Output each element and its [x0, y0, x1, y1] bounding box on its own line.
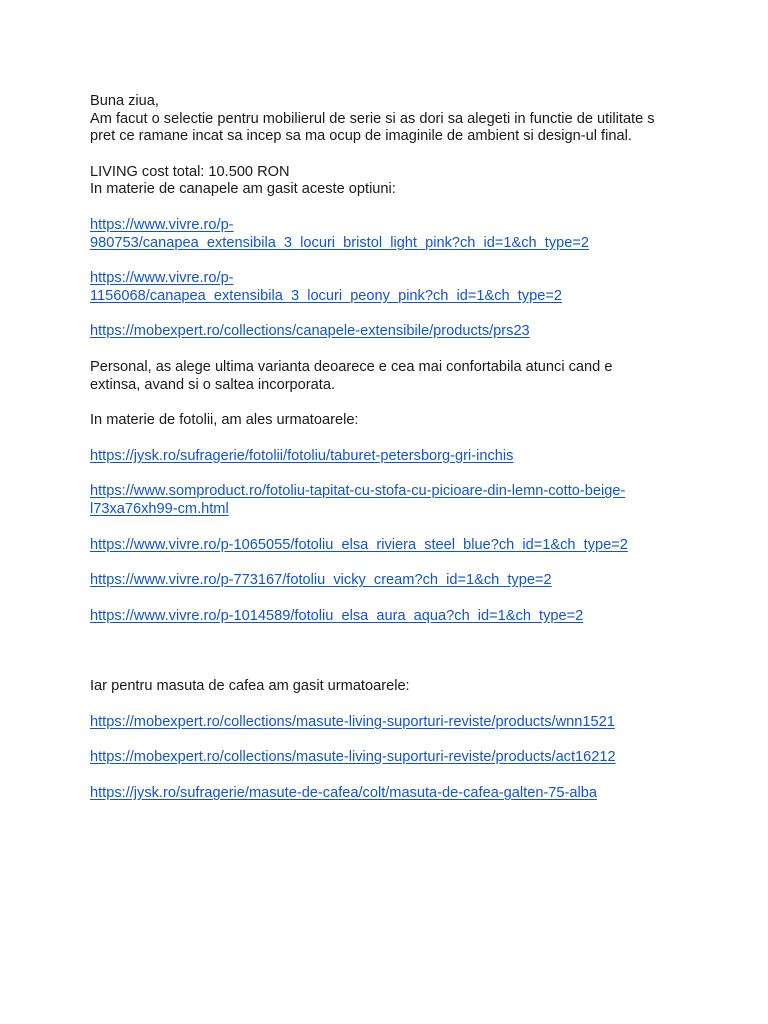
- armchair-link-5[interactable]: https://www.vivre.ro/p-1014589/fotoliu_elsa_aura_aqua?ch_id=1&ch_type=2: [90, 607, 584, 624]
- sofa-link-2-line-2[interactable]: 1156068/canapea_extensibila_3_locuri_peony_pink?ch_id=1&ch_type=2: [90, 287, 562, 304]
- sofa-link-2-line-1[interactable]: https://www.vivre.ro/p-: [90, 270, 234, 287]
- table-link-1[interactable]: https://mobexpert.ro/collections/masute-living-suporturi-reviste/products/wnn1521: [90, 713, 615, 730]
- sofa-link-3[interactable]: https://mobexpert.ro/collections/canapele-extensibile/products/prs23: [90, 323, 530, 340]
- sofas-intro: In materie de canapele am gasit aceste optiuni:: [90, 181, 396, 198]
- armchair-link-4[interactable]: https://www.vivre.ro/p-773167/fotoliu_vicky_cream?ch_id=1&ch_type=2: [90, 572, 552, 589]
- sofa-link-1[interactable]: [90, 217, 680, 252]
- sofa-opinion-line-1: Personal, as alege ultima varianta deoarece e cea mai confortabila atunci cand e: [90, 358, 613, 375]
- armchairs-intro: In materie de fotolii, am ales urmatoarele:: [90, 412, 359, 429]
- table-link-2[interactable]: https://mobexpert.ro/collections/masute-living-suporturi-reviste/products/act16212: [90, 749, 616, 766]
- table-link-3[interactable]: https://jysk.ro/sufragerie/masute-de-cafea/colt/masuta-de-cafea-galten-75-alba: [90, 785, 597, 802]
- intro-line-1: Am facut o selectie pentru mobilierul de serie si as dori sa alegeti in functie de utilitate s: [90, 110, 655, 127]
- tables-intro: Iar pentru masuta de cafea am gasit urmatoarele:: [90, 678, 410, 695]
- sofa-link-1-line-2[interactable]: 980753/canapea_extensibila_3_locuri_bristol_light_pink?ch_id=1&ch_type=2: [90, 234, 589, 251]
- armchair-link-1[interactable]: https://jysk.ro/sufragerie/fotolii/fotoliu/taburet-petersborg-gri-inchis: [90, 447, 514, 464]
- document-page: [90, 93, 680, 803]
- sofa-link-1-line-1[interactable]: https://www.vivre.ro/p-: [90, 216, 234, 233]
- armchair-link-2-line-1[interactable]: https://www.somproduct.ro/fotoliu-tapitat-cu-stofa-cu-picioare-din-lemn-cotto-beige-: [90, 483, 626, 500]
- greeting: Buna ziua,: [90, 93, 159, 109]
- sofa-link-2[interactable]: [90, 270, 680, 305]
- living-cost: LIVING cost total: 10.500 RON: [90, 163, 290, 180]
- armchair-link-2[interactable]: [90, 483, 680, 518]
- armchair-link-3[interactable]: https://www.vivre.ro/p-1065055/fotoliu_elsa_riviera_steel_blue?ch_id=1&ch_type=2: [90, 536, 628, 553]
- sofa-opinion-line-2: extinsa, avand si o saltea incorporata.: [90, 376, 335, 393]
- intro-line-2: pret ce ramane incat sa incep sa ma ocup de imaginile de ambient si design-ul final.: [90, 128, 632, 145]
- armchair-link-2-line-2[interactable]: l73xa76xh99-cm.html: [90, 500, 229, 517]
